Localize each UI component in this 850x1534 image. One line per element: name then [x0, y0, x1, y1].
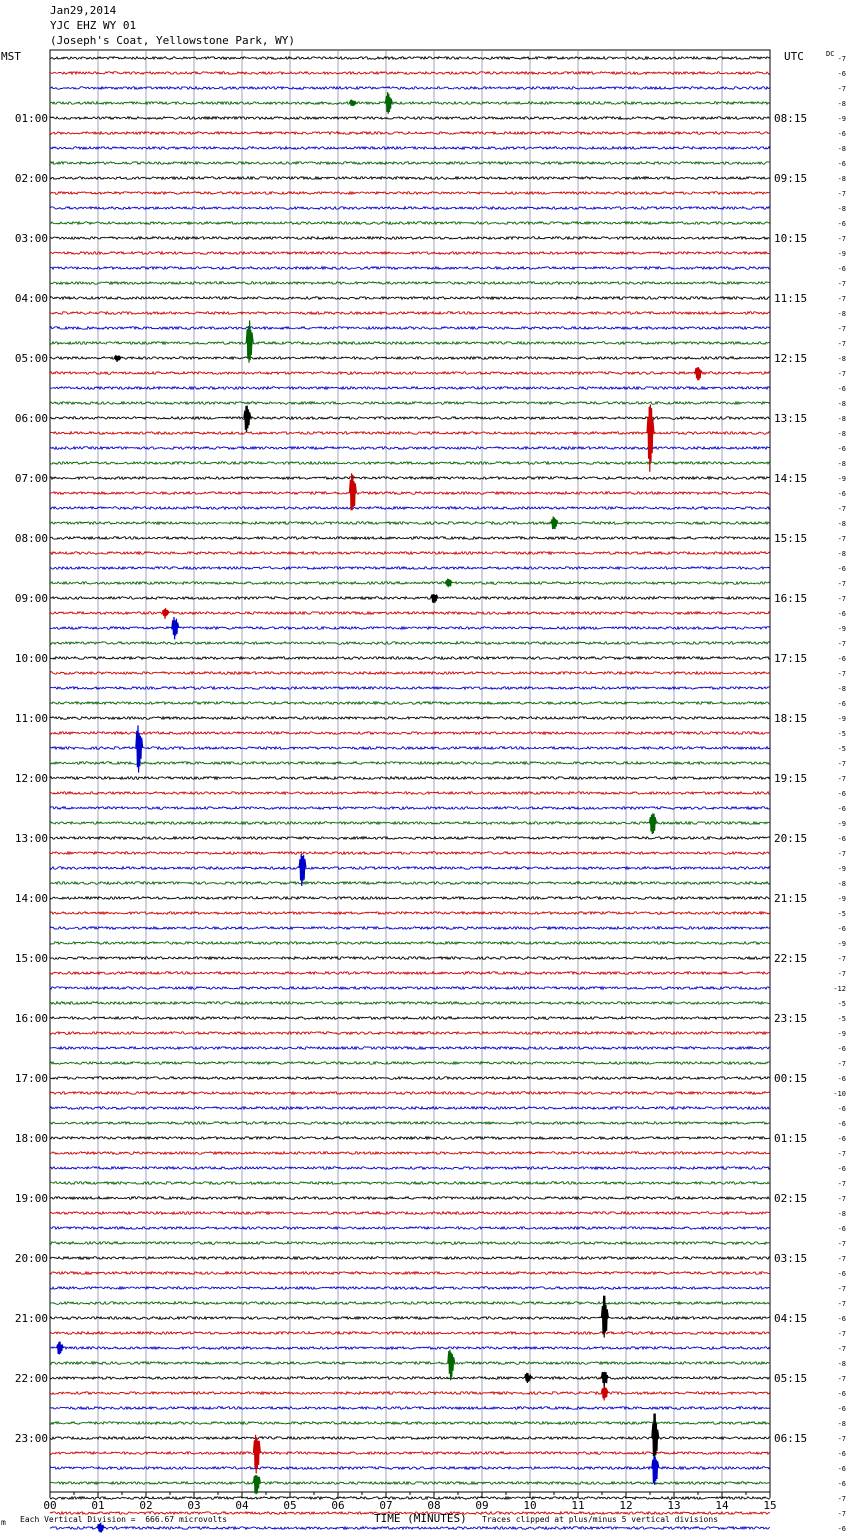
dc-offset-value: -7: [837, 1150, 846, 1158]
dc-offset-value: -7: [837, 955, 846, 963]
dc-offset-value: -7: [837, 1435, 846, 1443]
dc-offset-value: -6: [837, 1105, 846, 1113]
hour-label-utc: 00:15: [774, 1072, 808, 1085]
trace-line: [50, 1047, 770, 1050]
trace-line: [50, 1017, 770, 1020]
dc-offset-value: -6: [837, 565, 846, 573]
trace-line: [50, 747, 770, 750]
hour-label-mst: 02:00: [14, 172, 48, 185]
trace-line: [50, 522, 770, 525]
hour-label-mst: 08:00: [14, 532, 48, 545]
hour-label-mst: 07:00: [14, 472, 48, 485]
hour-label-utc: 18:15: [774, 712, 808, 725]
hour-label-mst: 16:00: [14, 1012, 48, 1025]
hour-label-utc: 11:15: [774, 292, 808, 305]
trace-line: [50, 1482, 770, 1485]
trace-line: [50, 1077, 770, 1080]
dc-offset-value: -7: [837, 535, 846, 543]
trace-line: [50, 582, 770, 585]
trace-line: [50, 597, 770, 600]
dc-offset-value: -7: [837, 760, 846, 768]
utc-label: UTC: [784, 50, 804, 63]
dc-offset-value: -6: [837, 790, 846, 798]
trace-line: [50, 1002, 770, 1005]
trace-line: [50, 552, 770, 555]
trace-line: [50, 177, 770, 180]
trace-line: [50, 1407, 770, 1410]
x-tick-label: 08: [427, 1499, 441, 1512]
trace-line: [50, 1167, 770, 1170]
trace-line: [50, 777, 770, 780]
hour-label-utc: 23:15: [774, 1012, 808, 1025]
trace-line: [50, 1152, 770, 1155]
trace-line: [50, 1227, 770, 1230]
trace-line: [50, 792, 770, 795]
dc-offset-value: -7: [837, 325, 846, 333]
hour-label-mst: 19:00: [14, 1192, 48, 1205]
dc-offset-value: -6: [837, 130, 846, 138]
trace-line: [50, 897, 770, 900]
station-location: (Joseph's Coat, Yellowstone Park, WY): [50, 34, 296, 47]
dc-offset-value: -6: [837, 1120, 846, 1128]
dc-offset-value: -6: [837, 1390, 846, 1398]
dc-offset-value: -7: [837, 55, 846, 63]
trace-line: [50, 57, 770, 60]
trace-line: [50, 702, 770, 705]
trace-line: [50, 447, 770, 450]
dc-offset-value: -8: [837, 205, 846, 213]
seismic-event: [601, 1372, 608, 1388]
dc-offset-value: -6: [837, 490, 846, 498]
hour-label-mst: 21:00: [14, 1312, 48, 1325]
dc-offset-value: -6: [837, 265, 846, 273]
hour-label-utc: 04:15: [774, 1312, 808, 1325]
trace-line: [50, 507, 770, 510]
dc-offset-value: -6: [837, 160, 846, 168]
x-tick-label: 14: [715, 1499, 729, 1512]
dc-offset-value: -7: [837, 280, 846, 288]
dc-offset-value: -6: [837, 805, 846, 813]
trace-line: [50, 357, 770, 360]
dc-offset-value: -7: [837, 1375, 846, 1383]
trace-line: [50, 1032, 770, 1035]
dc-offset-value: -5: [837, 1015, 846, 1023]
dc-offset-value: -8: [837, 175, 846, 183]
dc-offset-value: -6: [837, 1465, 846, 1473]
x-tick-label: 12: [619, 1499, 633, 1512]
corner-mark: m: [1, 1518, 6, 1527]
seismic-event: [97, 1523, 104, 1533]
trace-line: [50, 1317, 770, 1320]
trace-line: [50, 387, 770, 390]
trace-line: [50, 987, 770, 990]
dc-offset-value: -9: [837, 940, 846, 948]
dc-offset-value: -8: [837, 1360, 846, 1368]
trace-line: [50, 72, 770, 75]
seismic-event: [551, 517, 558, 530]
seismic-event: [385, 92, 392, 114]
trace-line: [50, 162, 770, 165]
trace-line: [50, 1257, 770, 1260]
trace-line: [50, 537, 770, 540]
trace-line: [50, 222, 770, 225]
mst-label: MST: [1, 50, 21, 63]
trace-line: [50, 1287, 770, 1290]
dc-offset-value: -7: [837, 670, 846, 678]
dc-offset-value: -9: [837, 115, 846, 123]
dc-offset-value: -7: [837, 1180, 846, 1188]
trace-line: [50, 462, 770, 465]
trace-line: [50, 372, 770, 375]
trace-line: [50, 942, 770, 945]
dc-offset-value: -6: [837, 445, 846, 453]
trace-line: [50, 882, 770, 885]
trace-line: [50, 957, 770, 960]
dc-offset-value: -6: [837, 1405, 846, 1413]
trace-line: [50, 192, 770, 195]
trace-line: [50, 1212, 770, 1215]
hour-label-utc: 19:15: [774, 772, 808, 785]
hour-label-mst: 23:00: [14, 1432, 48, 1445]
dc-offset-value: -8: [837, 1210, 846, 1218]
dc-offset-value: -6: [837, 700, 846, 708]
trace-line: [50, 1437, 770, 1440]
dc-offset-value: -6: [837, 925, 846, 933]
dc-offset-value: -8: [837, 310, 846, 318]
dc-offset-value: -8: [837, 430, 846, 438]
seismic-event: [253, 1435, 260, 1474]
trace-line: [50, 867, 770, 870]
hour-label-mst: 11:00: [14, 712, 48, 725]
dc-offset-value: -8: [837, 355, 846, 363]
trace-line: [50, 642, 770, 645]
dc-offset-value: -6: [837, 1225, 846, 1233]
x-tick-label: 15: [763, 1499, 777, 1512]
dc-offset-value: -5: [837, 910, 846, 918]
seismic-event: [57, 1341, 64, 1354]
dc-offset-value: -8: [837, 400, 846, 408]
dc-offset-value: -5: [837, 730, 846, 738]
seismic-event: [136, 725, 143, 772]
hour-label-utc: 13:15: [774, 412, 808, 425]
dc-offset-value: -8: [837, 685, 846, 693]
hour-label-utc: 21:15: [774, 892, 808, 905]
dc-offset-value: -9: [837, 475, 846, 483]
trace-line: [50, 1527, 770, 1530]
seismic-event: [445, 579, 452, 588]
dc-offset-value: -6: [837, 1075, 846, 1083]
trace-line: [50, 1137, 770, 1140]
trace-line: [50, 1107, 770, 1110]
seismic-event: [695, 367, 702, 380]
trace-line: [50, 687, 770, 690]
dc-offset-value: -7: [837, 595, 846, 603]
dc-offset-value: -8: [837, 880, 846, 888]
dc-offset-value: -6: [837, 70, 846, 78]
trace-line: [50, 1302, 770, 1305]
trace-line: [50, 1182, 770, 1185]
trace-line: [50, 1347, 770, 1350]
trace-line: [50, 417, 770, 420]
trace-line: [50, 1242, 770, 1245]
dc-offset-value: -7: [837, 340, 846, 348]
seismic-event: [253, 1475, 260, 1494]
hour-label-utc: 05:15: [774, 1372, 808, 1385]
trace-line: [50, 1197, 770, 1200]
trace-line: [50, 837, 770, 840]
trace-line: [50, 117, 770, 120]
dc-offset-value: -10: [833, 1090, 846, 1098]
dc-offset-value: -7: [837, 1060, 846, 1068]
dc-offset-value: -5: [837, 745, 846, 753]
dc-offset-value: -5: [837, 1000, 846, 1008]
plot-frame: [50, 50, 770, 1492]
trace-line: [50, 327, 770, 330]
trace-line: [50, 282, 770, 285]
dc-offset-value: -7: [837, 235, 846, 243]
seismic-event: [114, 355, 121, 362]
hour-label-utc: 15:15: [774, 532, 808, 545]
trace-line: [50, 912, 770, 915]
seismic-event: [349, 100, 356, 106]
dc-offset-value: -7: [837, 1330, 846, 1338]
dc-offset-value: -8: [837, 145, 846, 153]
trace-line: [50, 1422, 770, 1425]
dc-offset-value: -6: [837, 1165, 846, 1173]
trace-line: [50, 1122, 770, 1125]
hour-label-utc: 16:15: [774, 592, 808, 605]
trace-line: [50, 807, 770, 810]
trace-line: [50, 1497, 770, 1500]
x-tick-label: 06: [331, 1499, 345, 1512]
hour-label-utc: 10:15: [774, 232, 808, 245]
dc-offset-value: -6: [837, 1135, 846, 1143]
clip-note: Traces clipped at plus/minus 5 vertical divisions: [482, 1515, 719, 1524]
trace-line: [50, 852, 770, 855]
dc-offset-value: -9: [837, 820, 846, 828]
x-tick-label: 05: [283, 1499, 297, 1512]
hour-label-utc: 14:15: [774, 472, 808, 485]
dc-offset-value: -6: [837, 385, 846, 393]
x-tick-label: 04: [235, 1499, 249, 1512]
hour-label-mst: 03:00: [14, 232, 48, 245]
dc-offset-value: -8: [837, 415, 846, 423]
dc-offset-value: -8: [837, 460, 846, 468]
hour-label-mst: 05:00: [14, 352, 48, 365]
dc-offset-value: -6: [837, 220, 846, 228]
hour-label-mst: 13:00: [14, 832, 48, 845]
dc-offset-value: -6: [837, 610, 846, 618]
trace-line: [50, 732, 770, 735]
dc-offset-value: -7: [837, 1285, 846, 1293]
seismic-event: [649, 814, 656, 835]
hour-label-mst: 12:00: [14, 772, 48, 785]
x-tick-label: 07: [379, 1499, 393, 1512]
dc-offset-value: -9: [837, 895, 846, 903]
trace-line: [50, 972, 770, 975]
trace-line: [50, 312, 770, 315]
hour-label-utc: 20:15: [774, 832, 808, 845]
dc-offset-value: -7: [837, 295, 846, 303]
hour-label-mst: 09:00: [14, 592, 48, 605]
hour-label-mst: 14:00: [14, 892, 48, 905]
trace-line: [50, 567, 770, 570]
dc-offset-value: -9: [837, 250, 846, 258]
trace-line: [50, 612, 770, 615]
hour-label-utc: 12:15: [774, 352, 808, 365]
trace-line: [50, 1332, 770, 1335]
dc-offset-value: -7: [837, 1495, 846, 1503]
seismic-event: [172, 617, 179, 640]
seismic-event: [244, 406, 251, 432]
dc-offset-value: -12: [833, 985, 846, 993]
dc-offset-value: -9: [837, 1030, 846, 1038]
dc-offset-value: -9: [837, 865, 846, 873]
station-code: YJC EHZ WY 01: [50, 19, 137, 32]
x-axis-title: TIME (MINUTES): [374, 1512, 467, 1525]
dc-offset-value: -6: [837, 1480, 846, 1488]
trace-line: [50, 132, 770, 135]
dc-offset-value: -6: [837, 835, 846, 843]
hour-label-utc: 17:15: [774, 652, 808, 665]
hour-label-mst: 17:00: [14, 1072, 48, 1085]
hour-label-utc: 01:15: [774, 1132, 808, 1145]
trace-line: [50, 1452, 770, 1455]
trace-line: [50, 1362, 770, 1365]
dc-offset-value: -6: [837, 655, 846, 663]
dc-offset-value: -6: [837, 1045, 846, 1053]
trace-line: [50, 657, 770, 660]
seismic-event: [162, 608, 169, 619]
seismic-event: [647, 404, 654, 471]
seismic-event: [448, 1350, 455, 1381]
vertical-division-note: Each Vertical Division = 666.67 microvolts: [20, 1515, 228, 1524]
dc-offset-value: -6: [837, 1315, 846, 1323]
trace-line: [50, 1092, 770, 1095]
seismic-event: [601, 1387, 608, 1400]
dc-offset-value: -7: [837, 85, 846, 93]
trace-line: [50, 672, 770, 675]
dc-offset-value: -7: [837, 850, 846, 858]
dc-offset-value: -7: [837, 505, 846, 513]
trace-line: [50, 927, 770, 930]
hour-label-utc: 03:15: [774, 1252, 808, 1265]
trace-line: [50, 1272, 770, 1275]
trace-line: [50, 297, 770, 300]
dc-offset-value: -7: [837, 580, 846, 588]
dc-offset-value: -9: [837, 715, 846, 723]
hour-label-mst: 10:00: [14, 652, 48, 665]
hour-label-utc: 02:15: [774, 1192, 808, 1205]
dc-offset-value: -7: [837, 1510, 846, 1518]
dc-offset-value: -8: [837, 550, 846, 558]
dc-offset-value: -7: [837, 970, 846, 978]
dc-offset-value: -7: [837, 1240, 846, 1248]
x-tick-label: 11: [571, 1499, 585, 1512]
hour-label-mst: 20:00: [14, 1252, 48, 1265]
dc-offset-value: -8: [837, 1420, 846, 1428]
hour-label-utc: 08:15: [774, 112, 808, 125]
dc-offset-value: -7: [837, 370, 846, 378]
hour-label-mst: 15:00: [14, 952, 48, 965]
hour-label-mst: 22:00: [14, 1372, 48, 1385]
dc-offset-value: -9: [837, 625, 846, 633]
dc-offset-value: -7: [837, 1195, 846, 1203]
dc-label: DC: [826, 50, 835, 58]
dc-offset-value: -7: [837, 775, 846, 783]
seismic-event: [652, 1456, 659, 1485]
x-tick-label: 10: [523, 1499, 537, 1512]
dc-offset-value: -7: [837, 1345, 846, 1353]
dc-offset-value: -6: [837, 1270, 846, 1278]
trace-line: [50, 822, 770, 825]
trace-line: [50, 102, 770, 105]
dc-offset-value: -6: [837, 1525, 846, 1533]
trace-line: [50, 492, 770, 495]
dc-offset-value: -7: [837, 640, 846, 648]
seismic-event: [349, 473, 356, 510]
dc-offset-value: -7: [837, 1255, 846, 1263]
trace-line: [50, 1062, 770, 1065]
trace-line: [50, 267, 770, 270]
trace-line: [50, 252, 770, 255]
trace-line: [50, 237, 770, 240]
trace-line: [50, 207, 770, 210]
trace-line: [50, 342, 770, 345]
dc-offset-value: -7: [837, 190, 846, 198]
trace-line: [50, 87, 770, 90]
trace-line: [50, 1377, 770, 1380]
trace-line: [50, 147, 770, 150]
hour-label-mst: 06:00: [14, 412, 48, 425]
trace-line: [50, 432, 770, 435]
x-tick-label: 03: [187, 1499, 201, 1512]
x-tick-label: 13: [667, 1499, 681, 1512]
x-tick-label: 00: [43, 1499, 57, 1512]
hour-label-mst: 18:00: [14, 1132, 48, 1145]
x-tick-label: 02: [139, 1499, 153, 1512]
trace-line: [50, 627, 770, 630]
hour-label-utc: 22:15: [774, 952, 808, 965]
trace-line: [50, 477, 770, 480]
hour-label-utc: 06:15: [774, 1432, 808, 1445]
seismic-event: [525, 1373, 532, 1383]
trace-line: [50, 1467, 770, 1470]
hour-label-mst: 01:00: [14, 112, 48, 125]
x-tick-label: 09: [475, 1499, 489, 1512]
trace-line: [50, 1392, 770, 1395]
seismic-event: [431, 594, 438, 603]
helicorder-date: Jan29,2014: [50, 4, 117, 17]
trace-line: [50, 717, 770, 720]
dc-offset-value: -7: [837, 1300, 846, 1308]
hour-label-utc: 09:15: [774, 172, 808, 185]
trace-line: [50, 762, 770, 765]
dc-offset-value: -6: [837, 1450, 846, 1458]
dc-offset-value: -8: [837, 100, 846, 108]
hour-label-mst: 04:00: [14, 292, 48, 305]
trace-line: [50, 402, 770, 405]
dc-offset-value: -8: [837, 520, 846, 528]
x-tick-label: 01: [91, 1499, 105, 1512]
